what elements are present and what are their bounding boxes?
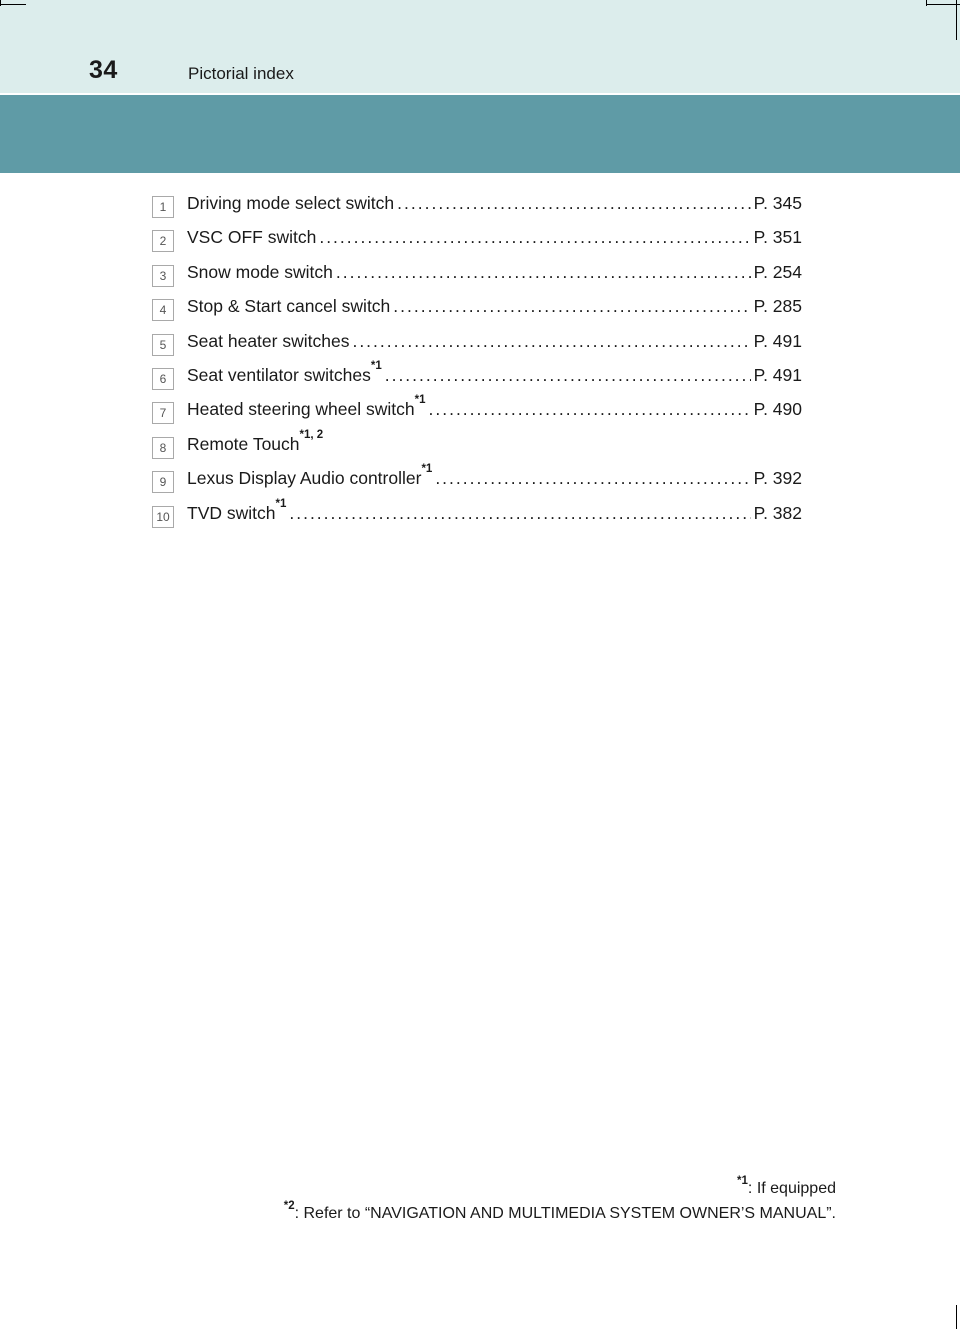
- section-title: Pictorial index: [188, 64, 294, 83]
- list-item[interactable]: [152, 497, 802, 534]
- page-reference[interactable]: P. 345: [753, 193, 802, 213]
- item-label: Lexus Display Audio controller: [187, 468, 422, 489]
- item-label: VSC OFF switch: [187, 227, 317, 248]
- item-footnote-mark: *1: [421, 463, 433, 476]
- footnote-navigation-manual: [283, 1200, 836, 1223]
- pictorial-index-list: [152, 190, 802, 534]
- item-number-badge: 1: [152, 196, 174, 218]
- item-label: Heated steering wheel switch: [187, 399, 415, 420]
- item-number-badge: 10: [152, 506, 174, 528]
- item-number-badge: 2: [152, 230, 174, 252]
- item-number-badge: 6: [152, 368, 174, 390]
- item-label: TVD switch: [187, 502, 276, 523]
- list-item[interactable]: [152, 293, 802, 327]
- item-label: Stop & Start cancel switch: [187, 296, 391, 317]
- item-number-badge: 8: [152, 437, 174, 459]
- item-number-badge: 7: [152, 402, 174, 424]
- crop-mark-top-left: [0, 0, 1, 6]
- page-reference[interactable]: P. 382: [753, 502, 802, 523]
- leader-dots: [435, 468, 750, 489]
- list-item[interactable]: [152, 359, 802, 396]
- footnote-if-equipped: [737, 1175, 836, 1198]
- leader-dots: [393, 296, 750, 317]
- page-reference[interactable]: P. 392: [753, 468, 802, 489]
- item-number-badge: 5: [152, 334, 174, 356]
- item-number-badge: 3: [152, 265, 174, 287]
- crop-mark-right-edge: [956, 0, 957, 40]
- item-number-badge: 9: [152, 471, 174, 493]
- item-label: Remote Touch: [187, 433, 300, 454]
- page-reference[interactable]: P. 491: [753, 330, 802, 351]
- crop-mark-top-right-v: [926, 0, 927, 6]
- leader-dots: [289, 503, 750, 524]
- crop-mark-bottom-right: [956, 1305, 957, 1329]
- page-reference[interactable]: P. 254: [753, 261, 802, 282]
- item-footnote-mark: *1: [414, 394, 426, 407]
- list-item[interactable]: [152, 396, 802, 430]
- list-item[interactable]: [152, 328, 802, 362]
- crop-mark-top-right: [926, 4, 960, 5]
- footnote-mark: *1: [737, 1175, 748, 1187]
- leader-dots: [352, 331, 750, 352]
- leader-dots: [429, 399, 751, 420]
- item-number-badge: 4: [152, 299, 174, 321]
- leader-dots: [336, 262, 751, 283]
- item-footnote-mark: *1, 2: [299, 428, 324, 441]
- page-number: 34: [89, 56, 118, 84]
- leader-dots: [319, 227, 750, 248]
- item-label: Snow mode switch: [187, 261, 333, 282]
- list-item[interactable]: [152, 428, 802, 465]
- list-item[interactable]: [152, 224, 802, 258]
- footnote-mark: *2: [283, 1200, 295, 1212]
- footnote-text: : If equipped: [747, 1180, 836, 1197]
- item-label: Driving mode select switch: [187, 193, 395, 213]
- item-footnote-mark: *1: [370, 359, 382, 372]
- item-footnote-mark: *1: [275, 497, 287, 510]
- page-reference[interactable]: P. 351: [753, 227, 802, 248]
- leader-dots: [397, 193, 751, 214]
- page-reference[interactable]: P. 285: [753, 296, 802, 317]
- list-item[interactable]: [152, 190, 802, 224]
- leader-dots: [385, 365, 751, 386]
- page-reference[interactable]: P. 490: [753, 399, 802, 420]
- list-item[interactable]: [152, 465, 802, 499]
- footnote-text: : Refer to “NAVIGATION AND MULTIMEDIA SYSTEM OWNER’S MANUAL”.: [294, 1205, 836, 1222]
- item-label: Seat heater switches: [187, 330, 350, 351]
- page-reference[interactable]: P. 491: [753, 364, 802, 385]
- list-item[interactable]: [152, 259, 802, 293]
- item-label: Seat ventilator switches: [187, 364, 371, 385]
- header-top-bar: [0, 0, 960, 95]
- header-band: [0, 95, 960, 173]
- crop-mark-top-left-h: [0, 4, 26, 5]
